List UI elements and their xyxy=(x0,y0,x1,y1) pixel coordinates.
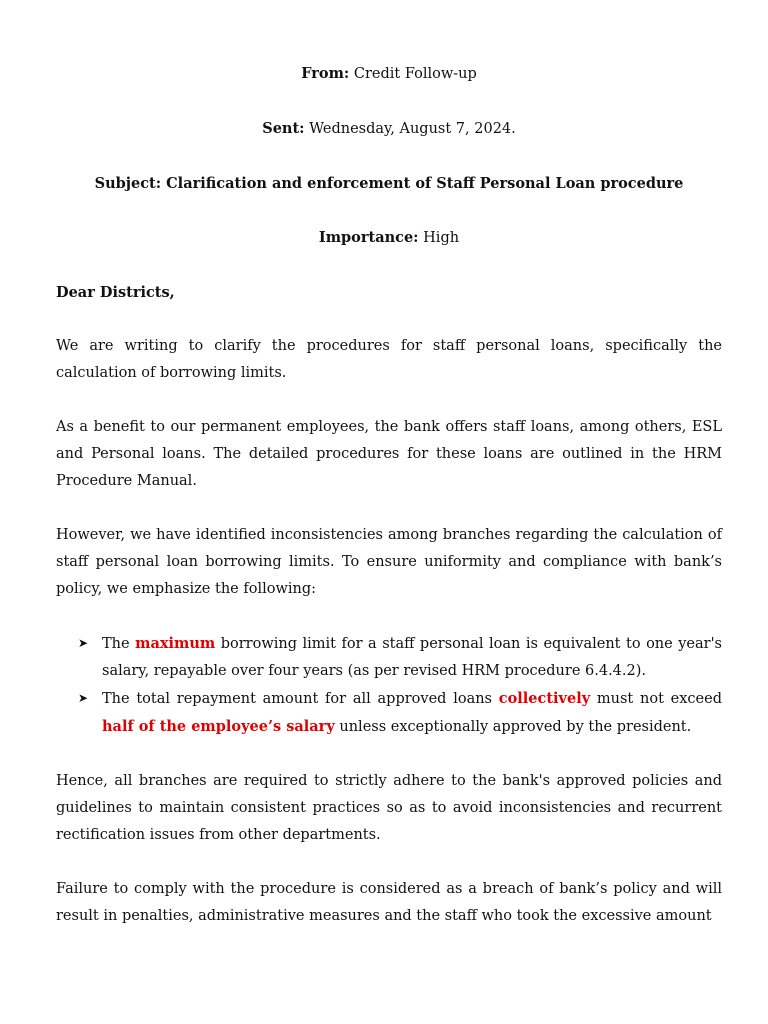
highlight-maximum: maximum xyxy=(135,635,216,652)
paragraph-adherence: Hence, all branches are required to strictly adhere to the bank's approved policies and guidelines to maintain consistent practices so as to avoid inconsistencies and recurrent rectification issues from other departments. xyxy=(56,773,722,843)
sent-value: Wednesday, August 7, 2024. xyxy=(304,121,516,137)
bullet-1-post: borrowing limit for a staff personal loan is equivalent to one year's salary, repayable over four years (as per revised HRM procedure 6.4.4.2). xyxy=(102,636,722,679)
subject-line: Subject: Clarification and enforcement of Staff Personal Loan procedure xyxy=(94,175,684,192)
rules-list xyxy=(56,630,722,741)
bullet-2-pre: The total repayment amount for all approved loans xyxy=(102,691,499,707)
paragraph-intro: We are writing to clarify the procedures for staff personal loans, specifically the calculation of borrowing limits. xyxy=(56,338,722,381)
paragraph-inconsistencies: However, we have identified inconsistencies among branches regarding the calculation of staff personal loan borrowing limits. To ensure uniformity and compliance with bank’s policy, we emphasize the following: xyxy=(56,527,722,597)
from-label: From: xyxy=(301,65,350,82)
from-value: Credit Follow-up xyxy=(349,66,477,82)
arrow-bullet-icon: ➤ xyxy=(78,636,89,650)
greeting: Dear Districts, xyxy=(56,284,175,301)
importance-line xyxy=(56,224,722,252)
bullet-2-mid: must not exceed xyxy=(590,691,722,707)
list-item xyxy=(56,685,722,741)
document-page xyxy=(56,60,722,957)
highlight-collectively: collectively xyxy=(498,690,591,707)
importance-label: Importance: xyxy=(318,229,419,246)
bullet-2-post: unless exceptionally approved by the president. xyxy=(334,719,692,735)
list-item xyxy=(56,630,722,685)
paragraph-benefits: As a benefit to our permanent employees, the bank offers staff loans, among others, ESL and Personal loans. The detailed procedures for these loans are outlined in the HRM Procedure Manual. xyxy=(56,419,722,489)
bullet-1-pre: The xyxy=(102,636,136,652)
sent-line xyxy=(56,115,722,143)
importance-value: High xyxy=(418,230,460,246)
paragraph-penalties: Failure to comply with the procedure is considered as a breach of bank’s policy and will result in penalties, administrative measures and the staff who took the excessive amount xyxy=(56,881,722,924)
arrow-bullet-icon: ➤ xyxy=(78,691,89,705)
sent-label: Sent: xyxy=(262,120,305,137)
highlight-half-salary: half of the employee’s salary xyxy=(102,718,335,735)
from-line xyxy=(56,60,722,88)
